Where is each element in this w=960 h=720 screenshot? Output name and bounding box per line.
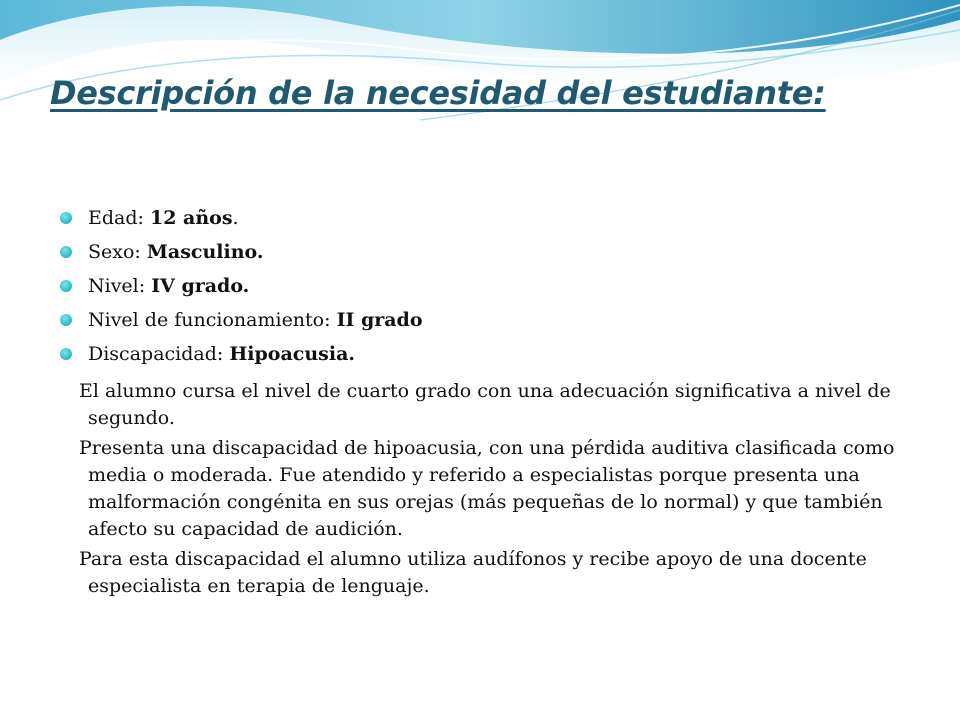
bullet-icon (60, 212, 72, 224)
page-title: Descripción de la necesidad del estudiante: (50, 74, 826, 112)
paragraph: Presenta una discapacidad de hipoacusia, con una pérdida auditiva clasificada como media o moderada. Fue atendido y referido a especialistas porque presenta una malformación congénita en sus orejas (más pequeñas de lo normal) y que también afecto su capacidad de audición. (79, 437, 895, 540)
field-label: Sexo: (88, 241, 147, 263)
field-value: Masculino. (146, 241, 264, 263)
field-label: Edad: (88, 207, 150, 229)
bullet-icon (60, 314, 72, 326)
field-value: II grado (336, 309, 423, 331)
field-value: Hipoacusia. (229, 343, 356, 365)
student-info-list (60, 201, 920, 371)
field-suffix: . (232, 207, 239, 229)
field-label: Discapacidad: (88, 343, 230, 365)
description-body (60, 378, 920, 603)
field-value: IV grado. (151, 275, 250, 297)
bullet-icon (60, 348, 72, 360)
list-item (60, 303, 920, 337)
bullet-icon (60, 246, 72, 258)
list-item (60, 269, 920, 303)
field-value: 12 años (149, 207, 233, 229)
list-item (60, 337, 920, 371)
bullet-icon (60, 280, 72, 292)
list-item (60, 235, 920, 269)
field-label: Nivel de funcionamiento: (88, 309, 337, 331)
paragraph: Para esta discapacidad el alumno utiliza audífonos y recibe apoyo de una docente especialista en terapia de lenguaje. (79, 548, 867, 597)
paragraph: El alumno cursa el nivel de cuarto grado con una adecuación significativa a nivel de segundo. (79, 380, 891, 429)
list-item (60, 201, 920, 235)
field-label: Nivel: (88, 275, 152, 297)
